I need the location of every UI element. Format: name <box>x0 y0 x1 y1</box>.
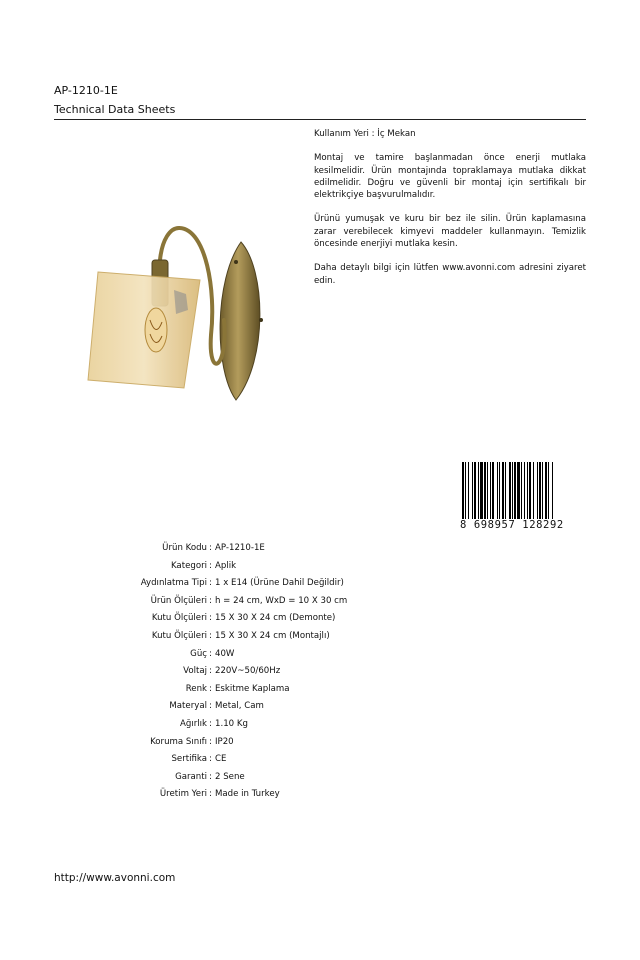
barcode-bar <box>521 462 522 520</box>
barcode-bar <box>539 462 541 520</box>
barcode-number: 8 698957 128292 <box>460 519 586 531</box>
spec-value: 220V~50/60Hz <box>215 666 281 677</box>
info-section <box>314 128 586 299</box>
barcode-bar <box>465 462 466 520</box>
spec-label: Renk <box>185 683 207 694</box>
barcode-bar <box>512 462 513 520</box>
barcode-bar <box>509 462 511 520</box>
product-image <box>78 210 278 410</box>
barcode-bar <box>497 462 498 520</box>
barcode-bar <box>478 462 479 520</box>
product-code-heading: AP-1210-1E <box>54 84 118 97</box>
spec-value: Eskitme Kaplama <box>215 683 290 694</box>
spec-value: IP20 <box>215 736 234 747</box>
spec-label: Ürün Ölçüleri <box>150 595 207 606</box>
barcode-bar <box>548 462 549 520</box>
spec-value: Metal, Cam <box>215 701 264 712</box>
barcode-bar <box>490 462 491 520</box>
spec-label: Voltaj <box>183 666 207 677</box>
barcode-bar <box>529 462 531 520</box>
barcode-bar <box>492 462 494 520</box>
spec-value: CE <box>215 754 227 765</box>
spec-separator: : <box>209 595 212 606</box>
barcode-bar <box>537 462 538 520</box>
spec-separator: : <box>209 701 212 712</box>
barcode-bar <box>545 462 547 520</box>
barcode-bar <box>474 462 476 520</box>
document-subtitle: Technical Data Sheets <box>54 103 176 116</box>
header-divider <box>54 119 586 120</box>
barcode-bar <box>484 462 486 520</box>
spec-value: Made in Turkey <box>215 789 280 800</box>
spec-separator: : <box>209 736 212 747</box>
spec-label: Garanti <box>175 771 207 782</box>
spec-label: Üretim Yeri <box>159 789 207 800</box>
spec-value: 1 x E14 (Ürüne Dahil Değildir) <box>215 578 344 589</box>
barcode-bar <box>480 462 483 520</box>
spec-label: Ağırlık <box>179 718 207 729</box>
barcode-bar <box>542 462 543 520</box>
spec-value: 15 X 30 X 24 cm (Demonte) <box>215 613 336 624</box>
spec-label: Kutu Ölçüleri <box>151 613 207 624</box>
spec-separator: : <box>209 718 212 729</box>
spec-separator: : <box>209 560 212 571</box>
spec-separator: : <box>209 578 212 589</box>
spec-value: 2 Sene <box>215 771 245 782</box>
spec-value: 15 X 30 X 24 cm (Montajlı) <box>215 630 330 641</box>
spec-separator: : <box>209 666 212 677</box>
spec-separator: : <box>209 648 212 659</box>
spec-label: Materyal <box>169 701 207 712</box>
safety-paragraph: Montaj ve tamire başlanmadan önce enerji mutlaka kesilmelidir. Ürün montajında topraklamaya mutlaka dikkat edilmelidir. Doğru ve güvenli bir montaj için sertifikalı bir elektrikçiye başvurulmalıdır. <box>314 153 586 201</box>
barcode-bar <box>524 462 525 520</box>
cleaning-paragraph: Ürünü yumuşak ve kuru bir bez ile silin. Ürün kaplamasına zarar verebilecek kimyevi maddeler kullanmayın. Temizlik öncesinde enerjiyi mutlaka kesin. <box>314 214 586 250</box>
spec-separator: : <box>209 771 212 782</box>
spec-label: Koruma Sınıfı <box>150 736 207 747</box>
barcode-bar <box>552 462 553 520</box>
spec-value: 1.10 Kg <box>215 718 248 729</box>
spec-separator: : <box>209 789 212 800</box>
spec-separator: : <box>209 754 212 765</box>
footer-website: http://www.avonni.com <box>54 872 176 884</box>
spec-value: 40W <box>215 648 235 659</box>
spec-label: Güç <box>190 648 207 659</box>
barcode-bar <box>502 462 504 520</box>
barcode-bar <box>505 462 506 520</box>
barcode-bar <box>472 462 473 520</box>
barcode-bar <box>487 462 488 520</box>
barcode-bar <box>514 462 516 520</box>
spec-separator: : <box>209 613 212 624</box>
spec-label: Sertifika <box>171 754 207 765</box>
barcode-bar <box>468 462 469 520</box>
spec-label: Aydınlatma Tipi <box>140 578 207 589</box>
barcode-bar <box>462 462 464 520</box>
website-paragraph: Daha detaylı bilgi için lütfen www.avonni.com adresini ziyaret edin. <box>314 263 586 286</box>
spec-value: AP-1210-1E <box>215 543 265 553</box>
barcode-bar <box>527 462 528 520</box>
spec-label: Kutu Ölçüleri <box>151 630 207 641</box>
spec-separator: : <box>209 543 212 553</box>
spec-label: Ürün Kodu <box>162 543 207 553</box>
spec-value: h = 24 cm, WxD = 10 X 30 cm <box>215 595 348 606</box>
spec-value: Aplik <box>215 560 237 571</box>
spec-separator: : <box>209 630 212 641</box>
spec-separator: : <box>209 683 212 694</box>
usage-line: Kullanım Yeri : İç Mekan <box>314 129 416 139</box>
spec-label: Kategori <box>170 560 207 571</box>
barcode-bar <box>499 462 500 520</box>
barcode-bar <box>517 462 520 520</box>
glass-shade <box>88 272 200 388</box>
barcode-bar <box>533 462 534 520</box>
